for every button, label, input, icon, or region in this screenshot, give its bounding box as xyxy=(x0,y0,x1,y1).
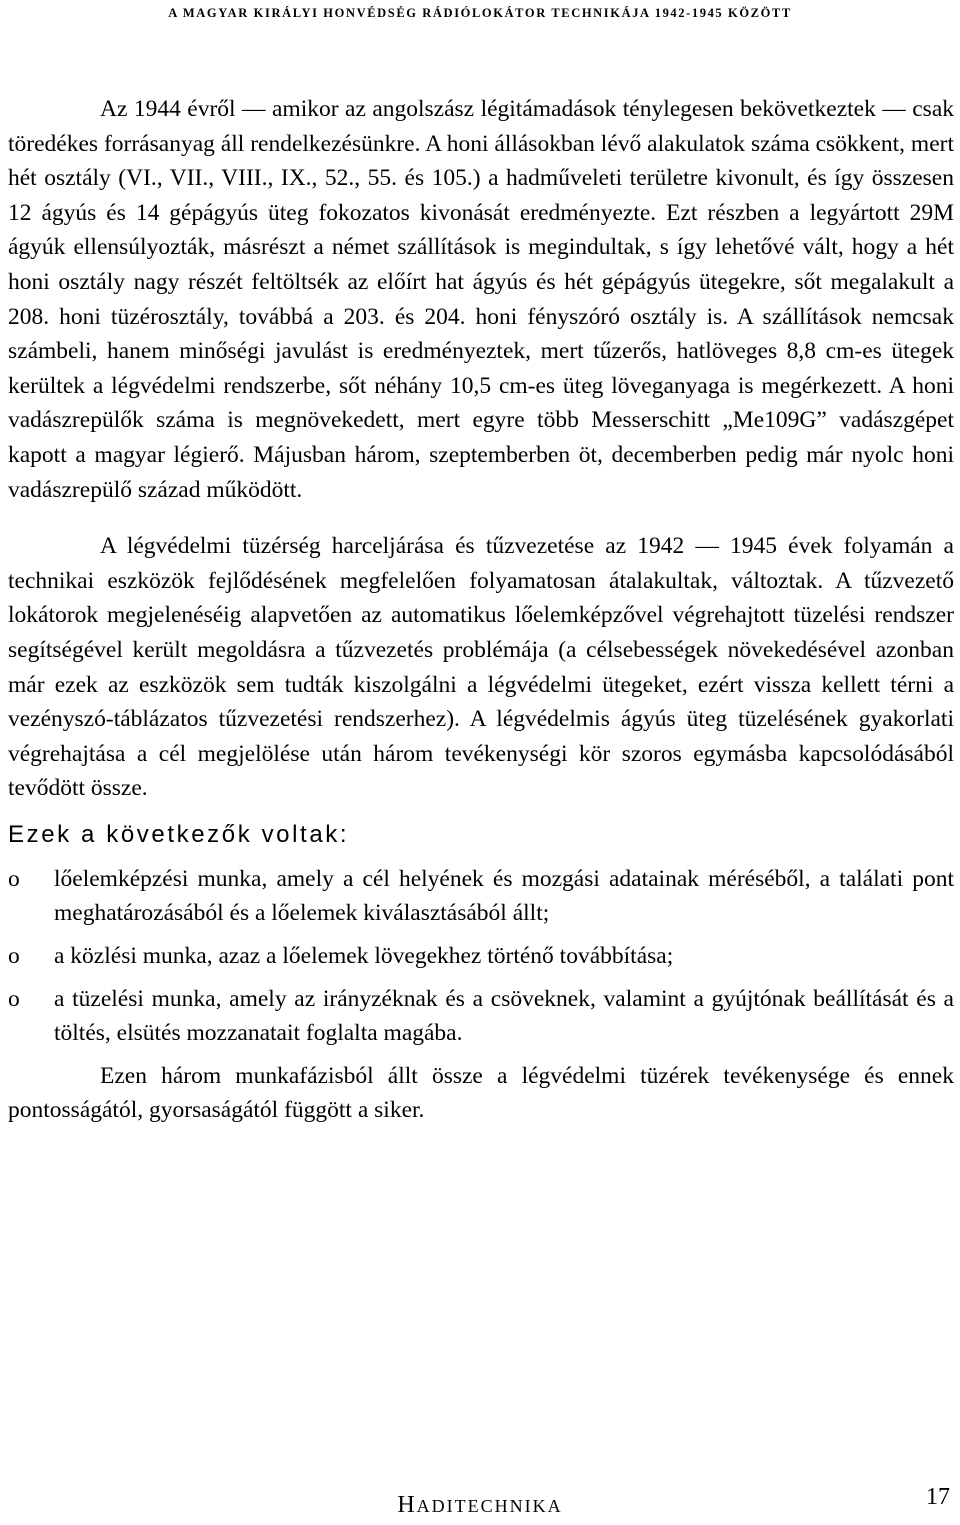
paragraph-fire-control: A légvédelmi tüzérség harceljárása és tűzvezetése az 1942 — 1945 évek folyamán a technikai eszközök fejlődésének megfelelően folyamatosan átalakultak, változtak. A tűzvezető lokátorok megjelenéséig alapvetően az automatikus lőelemképzővel végrehajtott tüzelési rendszer segítségével került megoldásra a tűzvezetés problémája (a célsebességek növekedésével azonban már ezek az eszközök sem tudták kiszolgálni a légvédelmi ütegeket, ezért vissza kellett térni a vezényszó-táblázatos tűzvezetési rendszerhez). A légvédelmis ágyús üteg tüzelésének gyakorlati végrehajtása a cél megjelölése után három tevékenységi kör szoros egymásba kapcsolódásából tevődött össze. xyxy=(8,533,954,802)
journal-name xyxy=(0,1492,960,1519)
journal-name-rest: ADITECHNIKA xyxy=(416,1496,563,1516)
running-header: A MAGYAR KIRÁLYI HONVÉDSÉG RÁDIÓLOKÁTOR TECHNIKÁJA 1942-1945 KÖZÖTT xyxy=(168,6,792,20)
bullet-marker: o xyxy=(8,985,20,1012)
list-item xyxy=(8,862,954,931)
activity-list xyxy=(8,862,954,1051)
paragraph-1944-air-defense: Az 1944 évről — amikor az angolszász légitámadások ténylegesen bekövetkeztek — csak töredékes forrásanyag áll rendelkezésünkre. A honi állásokban lévő alakulatok száma csökkent, mert hét osztály (VI., VII., VIII., IX., 52., 55. és 105.) a hadműveleti területre kivonult, és így összesen 12 ágyús és 14 gépágyús üteg fokozatos kivonását eredményezte. Ezt részben a legyártott 29M ágyúk ellensúlyozták, másrészt a német szállítások is megindultak, s így lehetővé vált, hogy a hét honi osztály nagy részét feltöltsék az előírt hat ágyús és hét gépágyús ütegekre, sőt megalakult a 208. honi tüzérosztály, továbbá a 203. és 204. honi fényszóró osztály is. A szállítások nemcsak számbeli, hanem minőségi javulást is eredményeztek, mert tűzerős, hatlöveges 8,8 cm-es ütegek kerültek a légvédelmi rendszerbe, sőt néhány 10,5 cm-es üteg löveganyaga is megérkezett. A honi vadászrepülők száma is megnövekedett, mert egyre több Messerschitt „Me109G” vadászgépet kapott a magyar légierő. Májusban három, szeptemberben öt, decemberben pedig már nyolc honi vadászrepülő század működött. xyxy=(8,96,954,503)
journal-name-initial: H xyxy=(397,1492,417,1518)
closing-paragraph: Ezen három munkafázisból állt össze a légvédelmi tüzérek tevékenysége és ennek pontosságától, gyorsaságától függött a siker. xyxy=(8,1062,954,1124)
article-body xyxy=(8,92,954,1128)
list-item xyxy=(8,939,954,974)
list-item xyxy=(8,982,954,1051)
list-item-text: lőelemképzési munka, amely a cél helyének és mozgási adatainak méréséből, a találati pont meghatározásából és a lőelemek kiválasztásából állt; xyxy=(54,865,954,927)
bullet-marker: o xyxy=(8,865,20,892)
list-item-text: a közlési munka, azaz a lőelemek lövegekhez történő továbbítása; xyxy=(54,943,674,970)
list-intro: Ezek a következők voltak: xyxy=(8,820,350,848)
list-item-text: a tüzelési munka, amely az irányzéknak és a csöveknek, valamint a gyújtónak beállítását és a töltés, elsütés mozzanatait foglalta magába. xyxy=(54,985,954,1047)
bullet-marker: o xyxy=(8,943,20,970)
page-number: 17 xyxy=(926,1484,950,1510)
